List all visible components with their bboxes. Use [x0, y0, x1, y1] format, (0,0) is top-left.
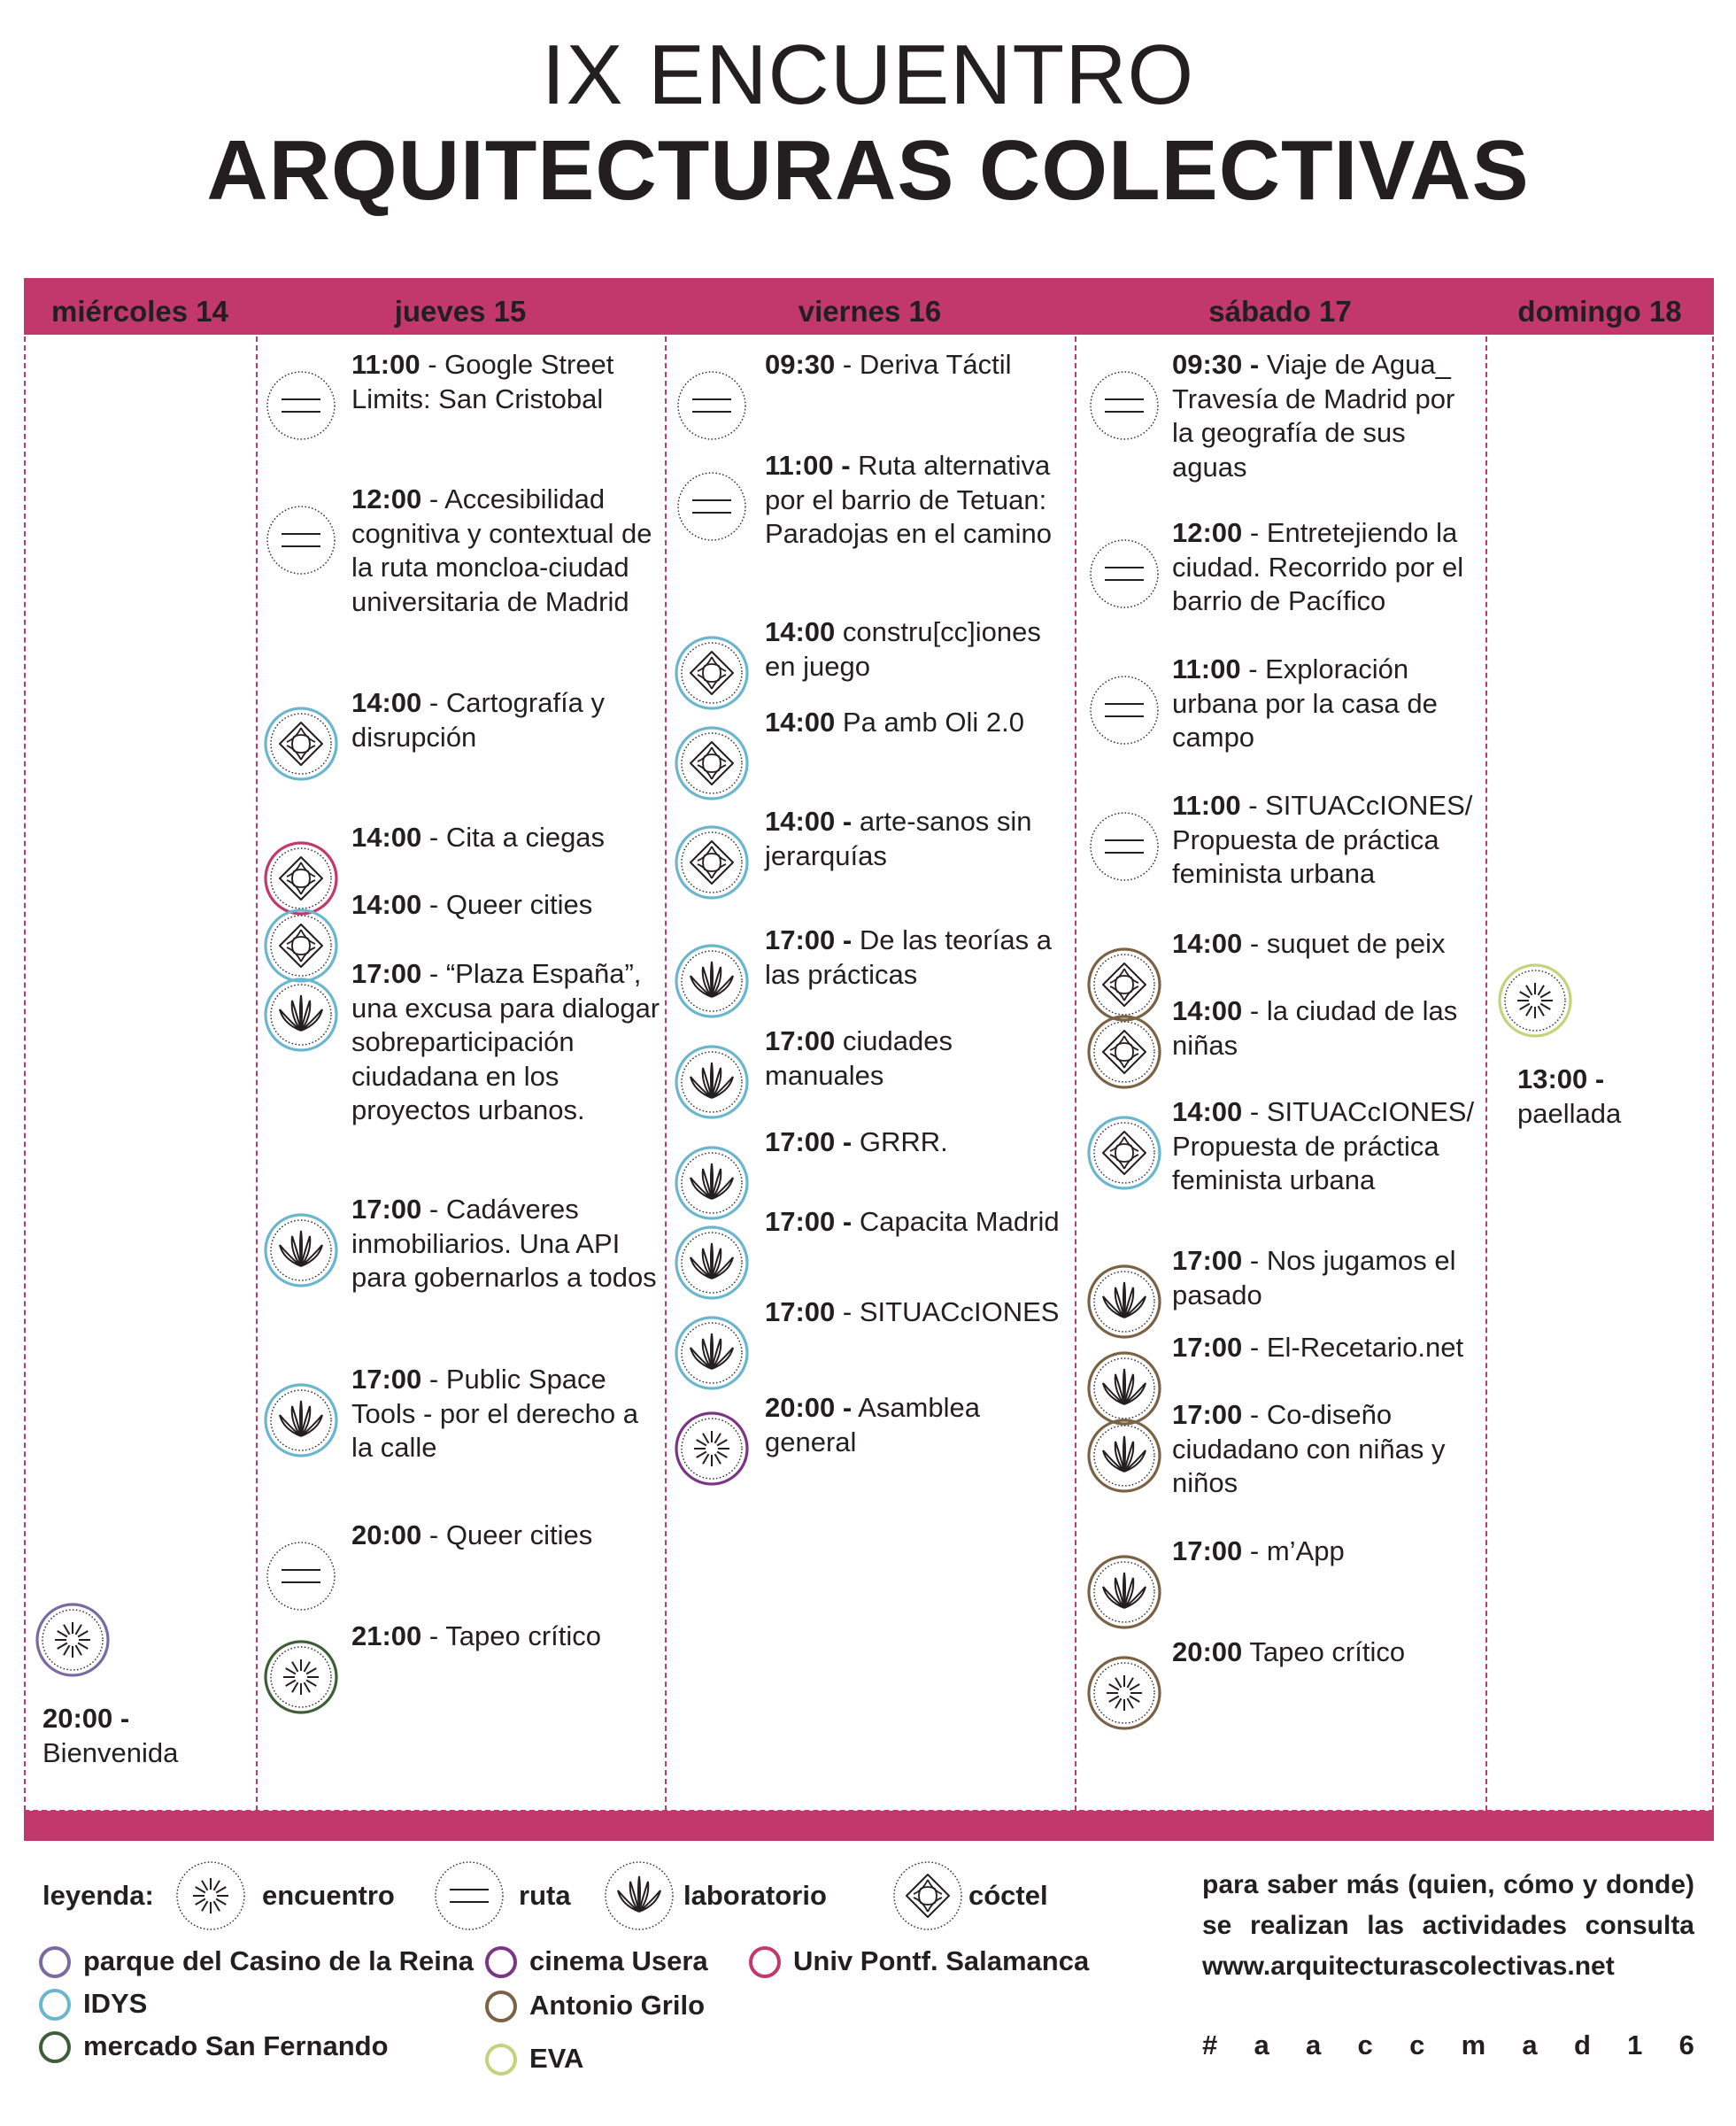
hashtag-char: # — [1202, 2029, 1218, 2060]
venue-name: IDYS — [83, 1988, 148, 2019]
legend-encuentro-label: encuentro — [262, 1880, 395, 1911]
event-text — [351, 348, 663, 416]
venue-color-ring — [39, 1989, 71, 2021]
event-subtitle: ARQUITECTURAS COLECTIVAS — [206, 123, 1530, 218]
event-time: 12:00 — [351, 483, 422, 514]
shell-icon — [1087, 1351, 1161, 1426]
column-divider — [1485, 283, 1487, 1811]
event-text — [765, 1295, 1073, 1330]
event-time: 09:30 — [765, 349, 836, 380]
event-time: 14:00 — [351, 822, 422, 853]
legend-ruta-label: ruta — [519, 1880, 571, 1911]
hashtag-char: c — [1409, 2029, 1425, 2060]
event-text — [765, 449, 1073, 552]
hashtag-char: 1 — [1627, 2029, 1643, 2060]
venue-name: parque del Casino de la Reina — [83, 1945, 475, 1976]
event-text — [1172, 1535, 1484, 1569]
column-divider — [1075, 283, 1076, 1811]
route-lines-icon — [1087, 368, 1161, 443]
starburst-icon — [1498, 963, 1572, 1038]
event-text — [1172, 1398, 1484, 1501]
route-lines-icon — [1087, 673, 1161, 747]
event-time: 20:00 - — [42, 1703, 130, 1734]
shell-icon — [1087, 1264, 1161, 1339]
diamond-knot-icon — [1087, 1116, 1161, 1190]
event-title: - m’App — [1242, 1535, 1345, 1566]
event-title: - Public Space Tools - por el derecho a la calle — [351, 1364, 638, 1463]
venue-color-ring — [749, 1946, 781, 1978]
event-title: - SITUACcIONES/ Propuesta de práctica feminista urbana — [1172, 1096, 1475, 1195]
event-text — [765, 1205, 1073, 1240]
hashtag-char: d — [1573, 2029, 1591, 2060]
event-time: 17:00 — [1172, 1399, 1243, 1430]
venue-name: Antonio Grilo — [529, 1990, 706, 2021]
event-time: 11:00 — [1172, 653, 1241, 684]
event-time: 20:00 — [351, 1519, 422, 1550]
event-time: 17:00 — [1172, 1332, 1243, 1363]
event-text — [1172, 516, 1484, 619]
column-divider — [256, 283, 258, 1811]
event-title: ciudades manuales — [765, 1025, 953, 1091]
event-title: - Accesibilidad cognitiva y contextual de la ruta moncloa-ciudad universitaria de Madrid — [351, 483, 652, 617]
day-header-sunday: domingo 18 — [1517, 295, 1682, 328]
event-title: - Cadáveres inmobiliarios. Una API para gobernarlos a todos — [351, 1194, 657, 1293]
event-time: 11:00 - — [765, 450, 851, 481]
event-text — [1172, 1244, 1484, 1312]
event-title: - SITUACcIONES/ Propuesta de práctica feminista urbana — [1172, 790, 1473, 889]
event-title: IX ENCUENTRO — [541, 27, 1195, 122]
diamond-knot-icon — [675, 825, 749, 900]
event-title: - Nos jugamos el pasado — [1172, 1245, 1456, 1310]
venue-name: Univ Pontf. Salamanca — [793, 1945, 1090, 1976]
event-time: 21:00 — [351, 1620, 422, 1651]
route-lines-icon — [675, 469, 749, 544]
starburst-icon — [174, 1859, 248, 1933]
day-header-wednesday: miércoles 14 — [51, 295, 228, 328]
event-text — [1172, 653, 1484, 755]
event-title: - Co-diseño ciudadano con niñas y niños — [1172, 1399, 1446, 1498]
event-title: paellada — [1517, 1097, 1622, 1129]
event-title: - Exploración urbana por la casa de campo — [1172, 653, 1438, 753]
hashtag-char: a — [1306, 2029, 1322, 2060]
diamond-knot-icon — [1087, 947, 1161, 1022]
route-lines-icon — [264, 368, 338, 443]
event-time: 14:00 — [1172, 995, 1243, 1026]
shell-icon — [675, 944, 749, 1018]
event-text — [351, 1519, 663, 1553]
hashtag-char: m — [1461, 2029, 1486, 2060]
shell-icon — [602, 1859, 676, 1933]
diamond-knot-icon — [264, 707, 338, 781]
event-time: 17:00 — [351, 1364, 422, 1395]
column-divider — [665, 283, 667, 1811]
event-time: 09:30 - — [1172, 349, 1260, 380]
event-time: 14:00 - — [765, 806, 853, 837]
event-title: - la ciudad de las niñas — [1172, 995, 1458, 1061]
event-title: arte-sanos sin jerarquías — [765, 806, 1032, 871]
route-lines-icon — [1087, 537, 1161, 611]
event-title: Viaje de Agua_ Travesía de Madrid por la geografía de sus aguas — [1172, 349, 1455, 483]
event-text — [1517, 1063, 1694, 1131]
event-time: 14:00 — [351, 687, 422, 718]
website-link[interactable]: www.arquitecturascolectivas.net — [1202, 1952, 1615, 1981]
event-text — [1172, 789, 1484, 892]
hashtag-char: c — [1357, 2029, 1373, 2060]
venue-color-ring — [39, 1946, 71, 1978]
event-text — [351, 1363, 663, 1465]
shell-icon — [675, 1146, 749, 1220]
shell-icon — [675, 1045, 749, 1119]
legend-laboratorio-label: laboratorio — [683, 1880, 827, 1911]
event-title: - “Plaza España”, una excusa para dialogar sobreparticipación ciudadana en los proyectos urbanos. — [351, 958, 660, 1125]
event-title: GRRR. — [852, 1126, 948, 1157]
event-text — [1172, 348, 1484, 484]
event-text — [1172, 994, 1484, 1063]
shell-icon — [1087, 1555, 1161, 1629]
legend-coctel-label: cóctel — [968, 1880, 1048, 1911]
venue-color-ring — [39, 2031, 71, 2063]
shell-icon — [264, 1383, 338, 1457]
event-time: 17:00 — [351, 958, 422, 989]
event-time: 14:00 — [351, 889, 422, 920]
legend-label: leyenda: — [42, 1880, 154, 1911]
diamond-knot-icon — [891, 1859, 965, 1933]
event-title: constru[cc]iones en juego — [765, 616, 1041, 682]
route-lines-icon — [264, 503, 338, 577]
venue-name: EVA — [529, 2043, 584, 2074]
shell-icon — [264, 978, 338, 1052]
shell-icon — [675, 1316, 749, 1390]
venue-name: mercado San Fernando — [83, 2030, 389, 2061]
event-text — [765, 615, 1073, 684]
event-title: - Queer cities — [421, 889, 593, 920]
event-title: Asamblea general — [765, 1392, 980, 1457]
event-time: 14:00 — [765, 707, 836, 738]
diamond-knot-icon — [264, 908, 338, 983]
event-title: Pa amb Oli 2.0 — [835, 707, 1024, 738]
event-time: 17:00 — [351, 1194, 422, 1225]
event-title: Ruta alternativa por el barrio de Tetuan: Paradojas en el camino — [765, 450, 1052, 549]
event-text — [765, 348, 1073, 383]
shell-icon — [1087, 1419, 1161, 1493]
event-time: 11:00 — [1172, 790, 1241, 821]
event-title: - Cita a ciegas — [421, 822, 606, 853]
event-text — [42, 1702, 237, 1770]
event-title: - Queer cities — [421, 1519, 593, 1550]
starburst-icon — [264, 1640, 338, 1714]
event-text — [351, 686, 663, 754]
event-title: - SITUACcIONES — [835, 1296, 1060, 1327]
event-time: 20:00 — [1172, 1636, 1243, 1667]
event-text — [765, 1391, 1073, 1459]
event-time: 20:00 - — [765, 1392, 853, 1423]
venue-color-ring — [485, 1946, 517, 1978]
event-time: 13:00 - — [1517, 1063, 1605, 1094]
hashtag-char: a — [1522, 2029, 1538, 2060]
event-text — [765, 924, 1073, 992]
event-time: 17:00 — [1172, 1245, 1243, 1276]
event-text — [351, 483, 663, 619]
event-title: - El-Recetario.net — [1242, 1332, 1464, 1363]
day-header-friday: viernes 16 — [798, 295, 942, 328]
event-text — [765, 1125, 1073, 1160]
column-divider — [24, 283, 26, 1811]
hashtag-char: 6 — [1678, 2029, 1694, 2060]
event-time: 17:00 — [765, 1025, 836, 1056]
event-text — [1172, 1095, 1484, 1198]
event-title: Bienvenida — [42, 1736, 179, 1768]
venue-color-ring — [485, 1991, 517, 2022]
schedule-bottom-divider — [24, 1810, 1714, 1812]
event-time: 11:00 — [351, 349, 420, 380]
event-time: 17:00 - — [765, 1206, 853, 1237]
event-text — [351, 957, 663, 1128]
event-time: 14:00 — [765, 616, 836, 647]
diamond-knot-icon — [264, 841, 338, 916]
route-lines-icon — [432, 1859, 506, 1933]
event-text — [351, 1193, 663, 1295]
day-header-thursday: jueves 15 — [394, 295, 527, 328]
starburst-icon — [1087, 1656, 1161, 1730]
event-time: 14:00 — [1172, 928, 1243, 959]
hashtag — [1202, 2029, 1694, 2061]
event-title: - Cartografía y disrupción — [351, 687, 606, 753]
venue-name: cinema Usera — [529, 1945, 708, 1976]
shell-icon — [675, 1225, 749, 1300]
event-time: 12:00 — [1172, 517, 1243, 548]
starburst-icon — [675, 1411, 749, 1486]
route-lines-icon — [1087, 809, 1161, 884]
route-lines-icon — [264, 1539, 338, 1613]
route-lines-icon — [675, 368, 749, 443]
event-text — [1172, 927, 1484, 962]
event-text — [1172, 1331, 1484, 1365]
diamond-knot-icon — [675, 726, 749, 800]
schedule-footer-bar — [24, 1811, 1714, 1841]
event-time: 17:00 — [765, 1296, 836, 1327]
event-time: 17:00 - — [765, 1126, 853, 1157]
event-time: 14:00 — [1172, 1096, 1243, 1127]
event-title: - Deriva Táctil — [835, 349, 1012, 380]
column-divider — [1712, 283, 1714, 1811]
diamond-knot-icon — [675, 636, 749, 710]
event-title: - Entretejiendo la ciudad. Recorrido por el barrio de Pacífico — [1172, 517, 1464, 616]
event-text — [765, 805, 1073, 873]
event-title: - suquet de peix — [1242, 928, 1446, 959]
info-line-1: para saber más (quien, cómo y donde) — [1202, 1870, 1694, 1899]
event-title: Capacita Madrid — [852, 1206, 1060, 1237]
event-title: De las teorías a las prácticas — [765, 924, 1052, 990]
info-line-2: se realizan las actividades consulta — [1202, 1911, 1694, 1940]
event-time: 17:00 - — [765, 924, 853, 955]
hashtag-char: a — [1254, 2029, 1269, 2060]
starburst-icon — [35, 1603, 110, 1677]
event-text — [351, 888, 663, 923]
event-text — [765, 1024, 1073, 1093]
event-text — [765, 706, 1073, 740]
venue-color-ring — [485, 2044, 517, 2076]
event-time: 17:00 — [1172, 1535, 1243, 1566]
event-text — [351, 1620, 663, 1654]
diamond-knot-icon — [1087, 1015, 1161, 1089]
event-text — [1172, 1635, 1484, 1670]
event-title: - Tapeo crítico — [421, 1620, 602, 1651]
event-text — [351, 821, 663, 855]
event-title: Tapeo crítico — [1242, 1636, 1406, 1667]
day-header-saturday: sábado 17 — [1208, 295, 1352, 328]
event-title: - Google Street Limits: San Cristobal — [351, 349, 614, 414]
shell-icon — [264, 1213, 338, 1287]
